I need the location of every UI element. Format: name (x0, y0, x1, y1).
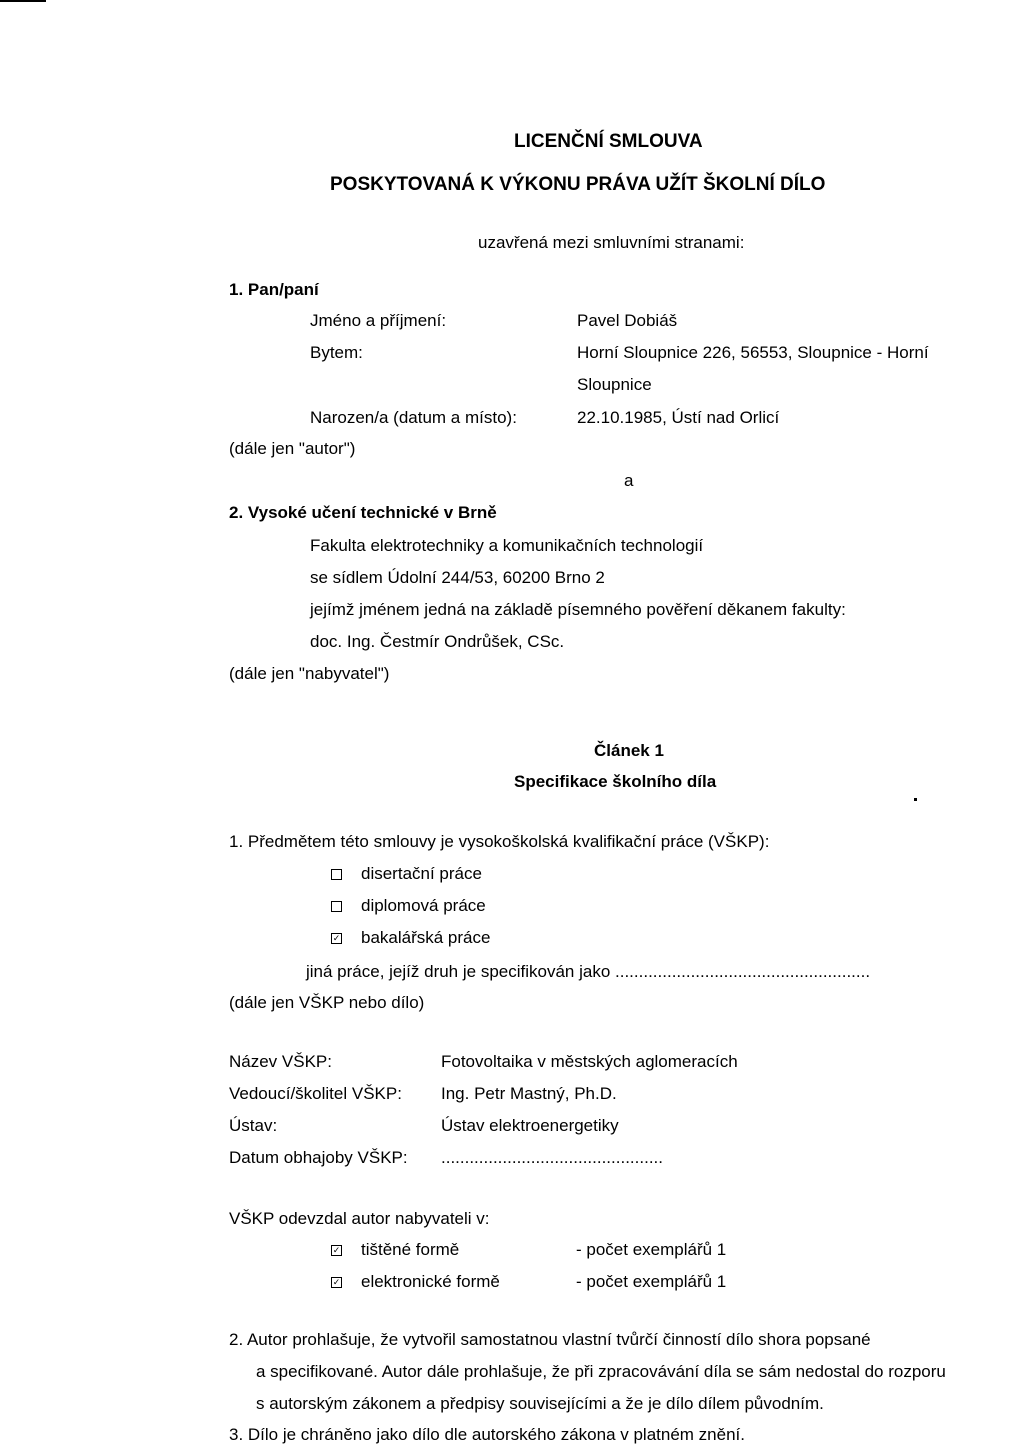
author-alias: (dále jen "autor") (229, 439, 356, 458)
address-value-line2: Sloupnice (577, 375, 652, 394)
faculty-seat: se sídlem Údolní 244/53, 60200 Brno 2 (310, 568, 605, 587)
conjunction-and: a (624, 471, 634, 490)
article-number: Článek 1 (594, 741, 664, 760)
article-item-2-line3: s autorským zákonem a předpisy souvisejícími a že je dílo dílem původním. (256, 1394, 824, 1413)
defense-date-dots: ............................................... (441, 1148, 663, 1167)
handover-text: VŠKP odevzdal autor nabyvateli v: (229, 1209, 490, 1228)
form-electronic: elektronické formě (361, 1272, 500, 1291)
page-edge-mark (0, 0, 46, 2)
institute-label: Ústav: (229, 1116, 278, 1135)
checkbox-electronic[interactable]: ✓ (332, 1277, 341, 1287)
name-label: Jméno a příjmení: (310, 311, 447, 330)
stray-mark (914, 798, 917, 801)
article-item-2-line1: 2. Autor prohlašuje, že vytvořil samostatnou vlastní tvůrčí činností dílo shora popsané (229, 1330, 871, 1349)
thesis-title-label: Název VŠKP: (229, 1052, 332, 1071)
address-value-line1: Horní Sloupnice 226, 56553, Sloupnice - Horní (577, 343, 929, 362)
other-work-dots: ...................................................... (615, 962, 871, 981)
intro-text: uzavřená mezi smluvními stranami: (478, 233, 745, 252)
document-subtitle: POSKYTOVANÁ K VÝKONU PRÁVA UŽÍT ŠKOLNÍ DÍLO (330, 174, 826, 195)
form-electronic-count: - počet exemplářů 1 (576, 1272, 727, 1291)
other-work-text (306, 962, 870, 982)
checkbox-diploma[interactable] (331, 901, 342, 912)
article-item-2-line2: a specifikované. Autor dále prohlašuje, že při zpracovávání díla se sám nedostal do rozporu (256, 1362, 946, 1381)
dean-name: doc. Ing. Čestmír Ondrůšek, CSc. (310, 632, 565, 651)
checkbox-bachelor[interactable]: ✓ (332, 933, 341, 943)
party2-label: 2. Vysoké učení technické v Brně (229, 503, 497, 522)
birth-label: Narozen/a (datum a místo): (310, 408, 517, 427)
work-alias: (dále jen VŠKP nebo dílo) (229, 993, 425, 1012)
birth-value: 22.10.1985, Ústí nad Orlicí (577, 408, 780, 427)
checkbox-printed[interactable]: ✓ (332, 1245, 341, 1255)
form-printed-count: - počet exemplářů 1 (576, 1240, 727, 1259)
party1-label: 1. Pan/paní (229, 280, 319, 299)
supervisor-label: Vedoucí/školitel VŠKP: (229, 1084, 402, 1103)
checkbox-disertation[interactable] (331, 869, 342, 880)
other-work-label: jiná práce, jejíž druh je specifikován jako (306, 962, 611, 981)
document-title: LICENČNÍ SMLOUVA (514, 131, 703, 152)
faculty-name: Fakulta elektrotechniky a komunikačních technologií (310, 536, 704, 555)
article-title: Specifikace školního díla (514, 772, 717, 791)
article-item-3: 3. Dílo je chráněno jako dílo dle autorského zákona v platném znění. (229, 1425, 745, 1444)
option-disertation: disertační práce (361, 864, 482, 883)
option-diploma: diplomová práce (361, 896, 486, 915)
authority-text: jejímž jménem jedná na základě písemného pověření děkanem fakulty: (310, 600, 846, 619)
address-label: Bytem: (310, 343, 363, 362)
article-item-2-line2-clip (256, 1362, 1024, 1382)
article-item-1: 1. Předmětem této smlouvy je vysokoškolská kvalifikační práce (VŠKP): (229, 832, 770, 851)
acquirer-alias: (dále jen "nabyvatel") (229, 664, 390, 683)
form-printed: tištěné formě (361, 1240, 460, 1259)
name-value: Pavel Dobiáš (577, 311, 678, 330)
option-bachelor: bakalářská práce (361, 928, 491, 947)
defense-date-label: Datum obhajoby VŠKP: (229, 1148, 408, 1167)
thesis-title-value: Fotovoltaika v městských aglomeracích (441, 1052, 738, 1071)
supervisor-value: Ing. Petr Mastný, Ph.D. (441, 1084, 617, 1103)
institute-value: Ústav elektroenergetiky (441, 1116, 619, 1135)
